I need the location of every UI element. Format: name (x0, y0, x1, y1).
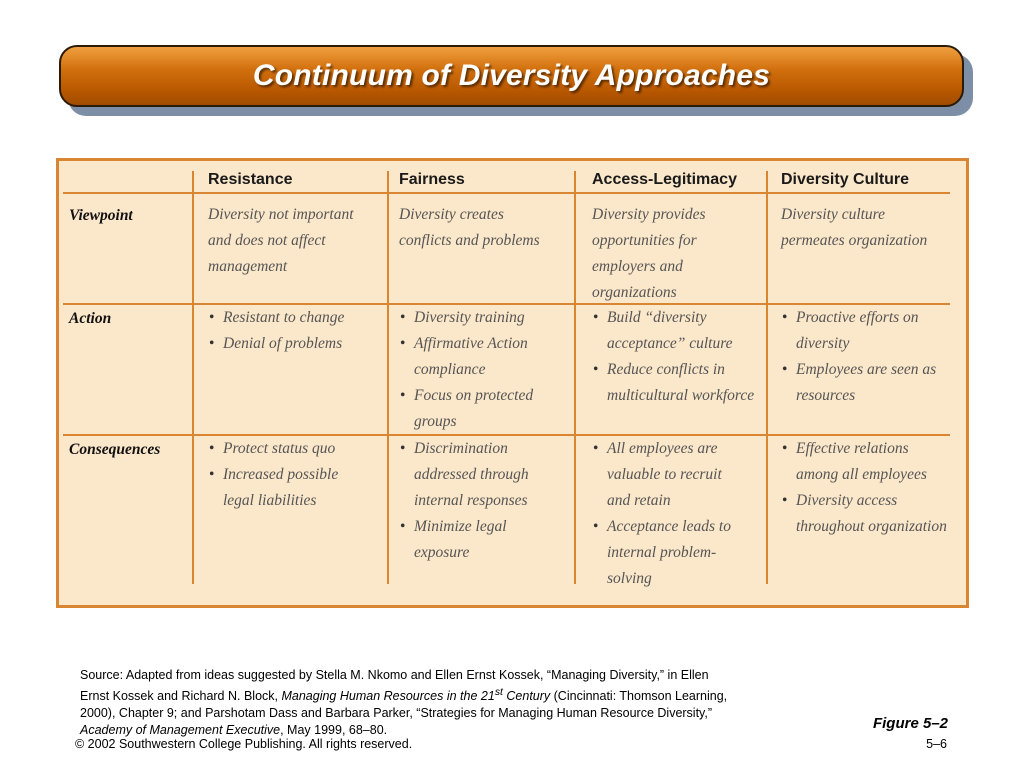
title-banner (59, 45, 964, 107)
column-divider-4 (766, 171, 768, 584)
figure-label: Figure 5–2 (872, 715, 948, 732)
list-item: • Discrimination addressed through internal responses (399, 436, 559, 514)
column-divider-3 (574, 171, 576, 584)
header-divider (63, 192, 950, 194)
list-item: • Build “diversity acceptance” culture (592, 305, 762, 357)
list-item: • Protect status quo (208, 436, 373, 462)
list-item: • Proactive efforts on diversity (781, 305, 946, 357)
list-item: • Effective relations among all employees (781, 436, 951, 488)
column-header-fairness: Fairness (399, 171, 465, 188)
cell-viewpoint-access-legitimacy: Diversity provides opportunities for employers and organizations (592, 206, 706, 301)
row-header-consequences: Consequences (69, 441, 161, 458)
cell-viewpoint-resistance: Diversity not important and does not affect management (208, 206, 354, 275)
list-item: • Acceptance leads to internal problem-solving (592, 514, 747, 592)
list-item: • Diversity access throughout organization (781, 488, 951, 540)
cell-action-access-legitimacy (592, 305, 762, 409)
copyright-notice: © 2002 Southwestern College Publishing. All rights reserved. (75, 737, 413, 751)
page-number: 5–6 (926, 737, 947, 751)
cell-consequences-access-legitimacy (592, 436, 747, 592)
list-item: • Increased possible legal liabilities (208, 462, 373, 514)
row-header-action: Action (69, 310, 112, 327)
cell-action-fairness (399, 305, 564, 435)
list-item: • Resistant to change (208, 305, 383, 331)
cell-action-diversity-culture (781, 305, 946, 409)
cell-viewpoint-fairness: Diversity creates conflicts and problems (399, 206, 540, 249)
column-header-diversity-culture: Diversity Culture (781, 171, 910, 188)
column-header-resistance: Resistance (208, 171, 293, 188)
row-header-viewpoint: Viewpoint (69, 207, 133, 224)
source-citation: Source: Adapted from ideas suggested by Stella M. Nkomo and Ellen Ernst Kossek, “Managing Diversity,” in Ellen Ernst Kossek and Richard N. Block, Managing Human Resources in the 21st Century (Cincinnati: Thomson Learning, 2000), Chapter 9; and Parshotam Dass and Barbara Parker, “Strategies for Managing Human Resource Diversity,” Academy of Management Executive, May 1999, 68–80. (80, 668, 728, 738)
cell-action-resistance (208, 305, 383, 357)
column-header-access-legitimacy: Access-Legitimacy (592, 171, 737, 188)
cell-consequences-fairness (399, 436, 559, 566)
list-item: • Focus on protected groups (399, 383, 564, 435)
list-item: • Denial of problems (208, 331, 383, 357)
list-item: • All employees are valuable to recruit and retain (592, 436, 747, 514)
list-item: • Diversity training (399, 305, 564, 331)
slide-title: Continuum of Diversity Approaches (252, 59, 771, 92)
column-divider-1 (192, 171, 194, 584)
list-item: • Minimize legal exposure (399, 514, 559, 566)
list-item: • Affirmative Action compliance (399, 331, 564, 383)
column-divider-2 (387, 171, 389, 584)
cell-consequences-diversity-culture (781, 436, 951, 540)
list-item: • Reduce conflicts in multicultural workforce (592, 357, 762, 409)
list-item: • Employees are seen as resources (781, 357, 946, 409)
cell-viewpoint-diversity-culture: Diversity culture permeates organization (781, 206, 928, 249)
cell-consequences-resistance (208, 436, 373, 514)
